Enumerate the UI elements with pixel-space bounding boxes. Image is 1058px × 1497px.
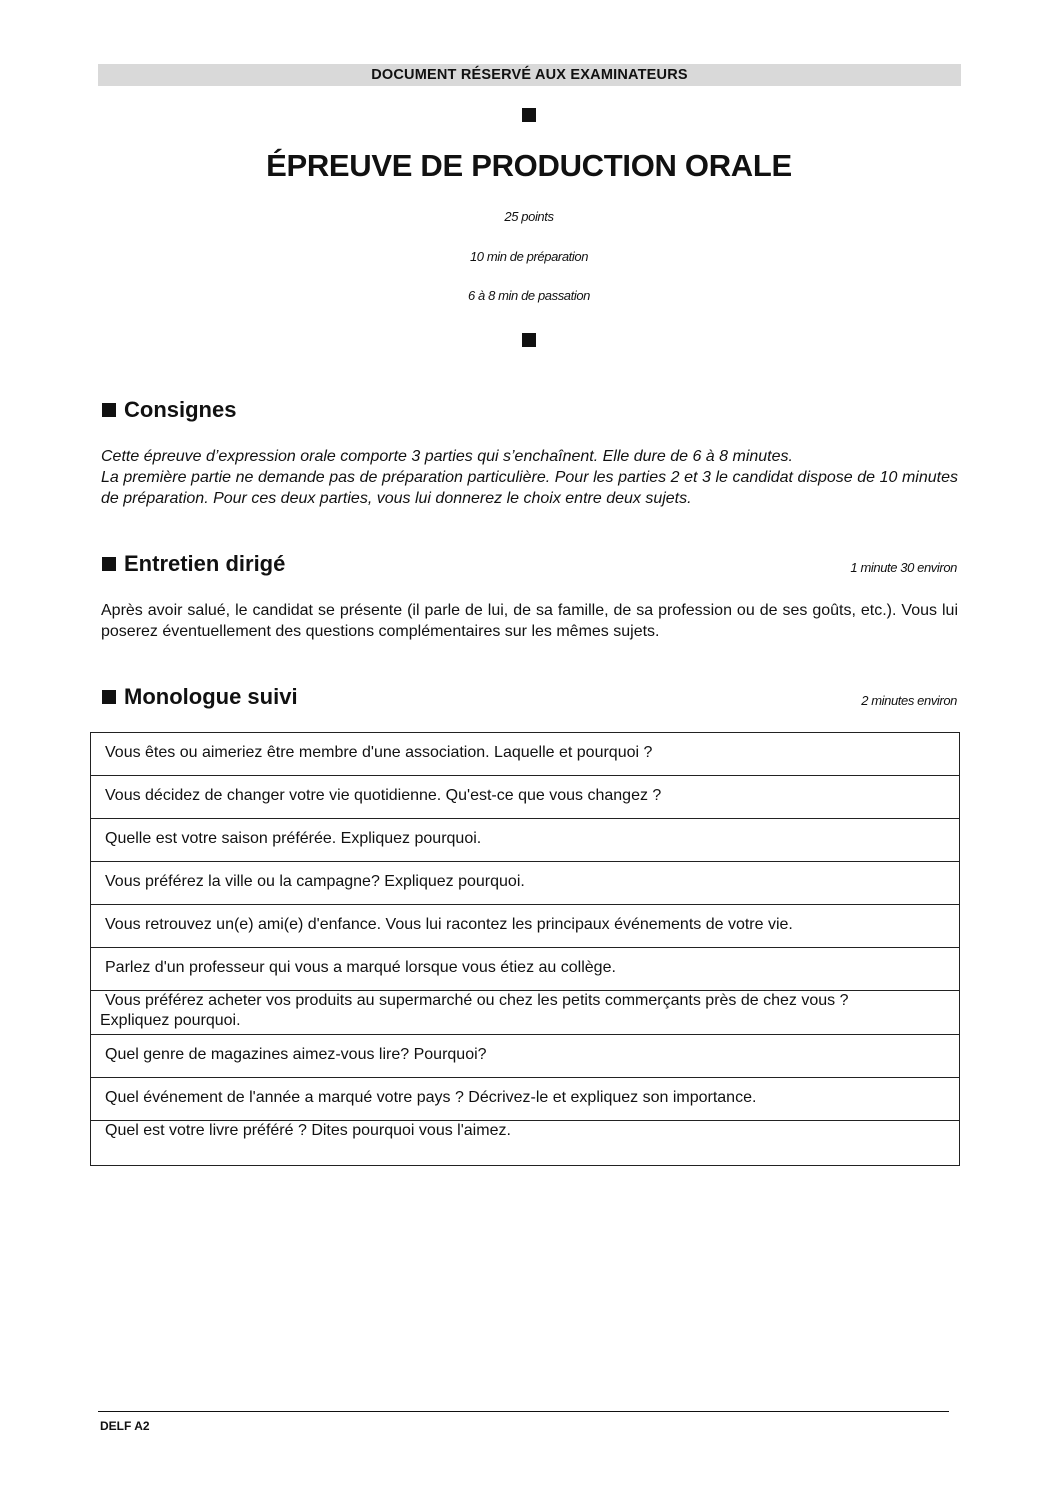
topic-row: Vous décidez de changer votre vie quotidienne. Qu'est-ce que vous changez ? [91,776,959,819]
preparation-label: 10 min de préparation [469,249,589,264]
consignes-heading [102,396,236,424]
decorative-square-top [522,108,536,122]
reserved-banner: DOCUMENT RÉSERVÉ AUX EXAMINATEURS [98,64,961,86]
topic-row: Quelle est votre saison préférée. Expliquez pourquoi. [91,819,959,862]
monologue-heading-label: Monologue suivi [124,684,298,709]
topic-row: Quel événement de l'année a marqué votre pays ? Décrivez-le et expliquez son importance. [91,1078,959,1121]
topic-line: Vous préférez acheter vos produits au supermarché ou chez les petits commerçants près de chez vous ? [105,992,849,1009]
consignes-heading-label: Consignes [124,397,237,422]
entretien-heading-label: Entretien dirigé [124,551,286,576]
entretien-text [101,600,958,642]
topic-row: Vous êtes ou aimeriez être membre d'une association. Laquelle et pourquoi ? [91,733,959,776]
page-title: ÉPREUVE DE PRODUCTION ORALE [266,148,792,183]
consignes-line: La première partie ne demande pas de préparation particulière. Pour les parties 2 et 3 le candidat dispose de 10 minutes de préparation. Pour ces deux parties, vous lui donnerez le choix entre deux sujets. [101,469,958,507]
topic-row: Quel genre de magazines aimez-vous lire? Pourquoi? [91,1035,959,1078]
points-label: 25 points [504,209,554,224]
entretien-duration: 1 minute 30 environ [850,560,957,575]
passation-label: 6 à 8 min de passation [467,288,590,303]
monologue-heading [102,683,298,711]
topic-row: Vous retrouvez un(e) ami(e) d'enfance. Vous lui racontez les principaux événements de votre vie. [91,905,959,948]
footer-divider [98,1411,949,1412]
consignes-text [101,446,958,509]
topic-line: Expliquez pourquoi. [100,1012,241,1029]
topic-row: Quel est votre livre préféré ? Dites pourquoi vous l'aimez. [105,1122,511,1139]
topics-table [90,732,960,1166]
topic-row: Parlez d'un professeur qui vous a marqué lorsque vous étiez au collège. [91,948,959,991]
square-bullet-icon [102,557,116,571]
footer-label: DELF A2 [100,1419,150,1433]
entretien-heading [102,550,285,578]
topic-row [91,991,959,1035]
square-bullet-icon [102,403,116,417]
decorative-square-bottom [522,333,536,347]
square-bullet-icon [102,690,116,704]
monologue-duration: 2 minutes environ [861,693,957,708]
entretien-paragraph: Après avoir salué, le candidat se présente (il parle de lui, de sa famille, de sa profession ou de ses goûts, etc.). Vous lui poserez éventuellement des questions complémentaires sur les mêmes sujets. [101,602,958,640]
topic-row: Vous préférez la ville ou la campagne? Expliquez pourquoi. [91,862,959,905]
consignes-line: Cette épreuve d’expression orale comporte 3 parties qui s’enchaînent. Elle dure de 6 à 8 minutes. [101,448,793,465]
